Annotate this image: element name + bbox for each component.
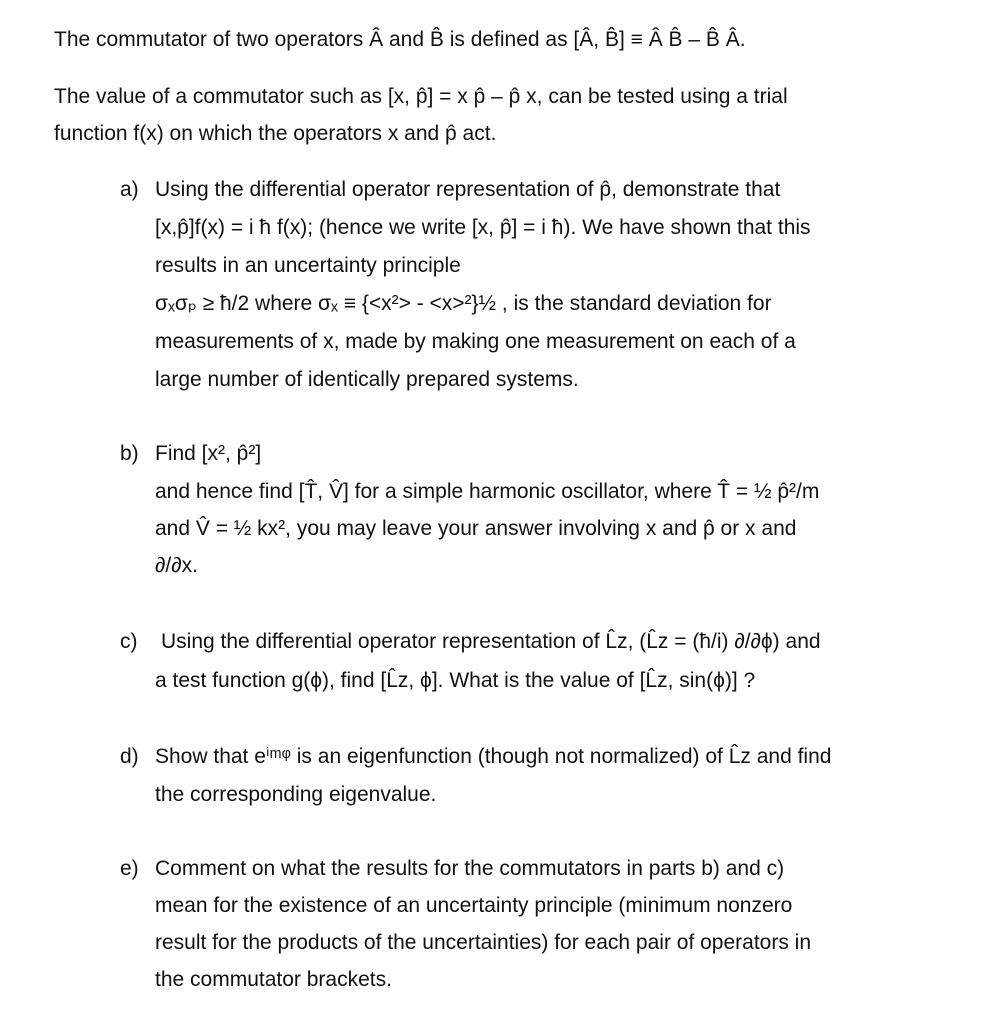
part-a-line-1: Using the differential operator representation of p̂, demonstrate that [155,178,781,201]
part-e-line-2: mean for the existence of an uncertainty principle (minimum nonzero [155,894,793,917]
part-b-line-4: ∂/∂x. [155,554,198,577]
part-a-line-5: measurements of x, made by making one measurement on each of a [155,330,796,353]
part-c-line-2: a test function g(ϕ), find [L̂z, ϕ]. What is the value of [L̂z, sin(ϕ)] ? [155,669,756,692]
part-e-line-3: result for the products of the uncertainties) for each pair of operators in [155,931,812,954]
part-a-label: a) [120,178,139,201]
part-e-label: e) [120,857,139,880]
part-d-line-1: Show that eⁱᵐᵠ is an eigenfunction (though not normalized) of L̂z and find [155,745,832,768]
part-a-line-2: [x,p̂]f(x) = i ħ f(x); (hence we write [x, p̂] = i ħ). We have shown that this [155,216,811,239]
intro-line-2: The value of a commutator such as [x, p̂] = x p̂ – p̂ x, can be tested using a trial [54,85,788,108]
part-c-line-1: Using the differential operator representation of L̂z, (L̂z = (ħ/i) ∂/∂ϕ) and [161,630,821,653]
part-e-line-4: the commutator brackets. [155,968,392,991]
part-b-line-1: Find [x², p̂²] [155,442,262,465]
part-d-label: d) [120,745,139,768]
part-b-label: b) [120,442,139,465]
part-d-line-2: the corresponding eigenvalue. [155,783,437,806]
part-c-label: c) [120,630,138,653]
intro-line-1: The commutator of two operators Â and B̂ is defined as [Â, B̂] ≡ Â B̂ – B̂ Â. [54,28,746,51]
part-b-line-3: and V̂ = ½ kx², you may leave your answer involving x and p̂ or x and [155,517,797,540]
part-a-line-4: σₓσₚ ≥ ħ/2 where σₓ ≡ {<x²> - <x>²}½ , is the standard deviation for [155,292,772,315]
part-e-line-1: Comment on what the results for the commutators in parts b) and c) [155,857,785,880]
part-a-line-3: results in an uncertainty principle [155,254,461,277]
intro-line-3: function f(x) on which the operators x and p̂ act. [54,122,497,145]
part-a-line-6: large number of identically prepared systems. [155,368,579,391]
part-b-line-2: and hence find [T̂, V̂] for a simple harmonic oscillator, where T̂ = ½ p̂²/m [155,480,820,503]
